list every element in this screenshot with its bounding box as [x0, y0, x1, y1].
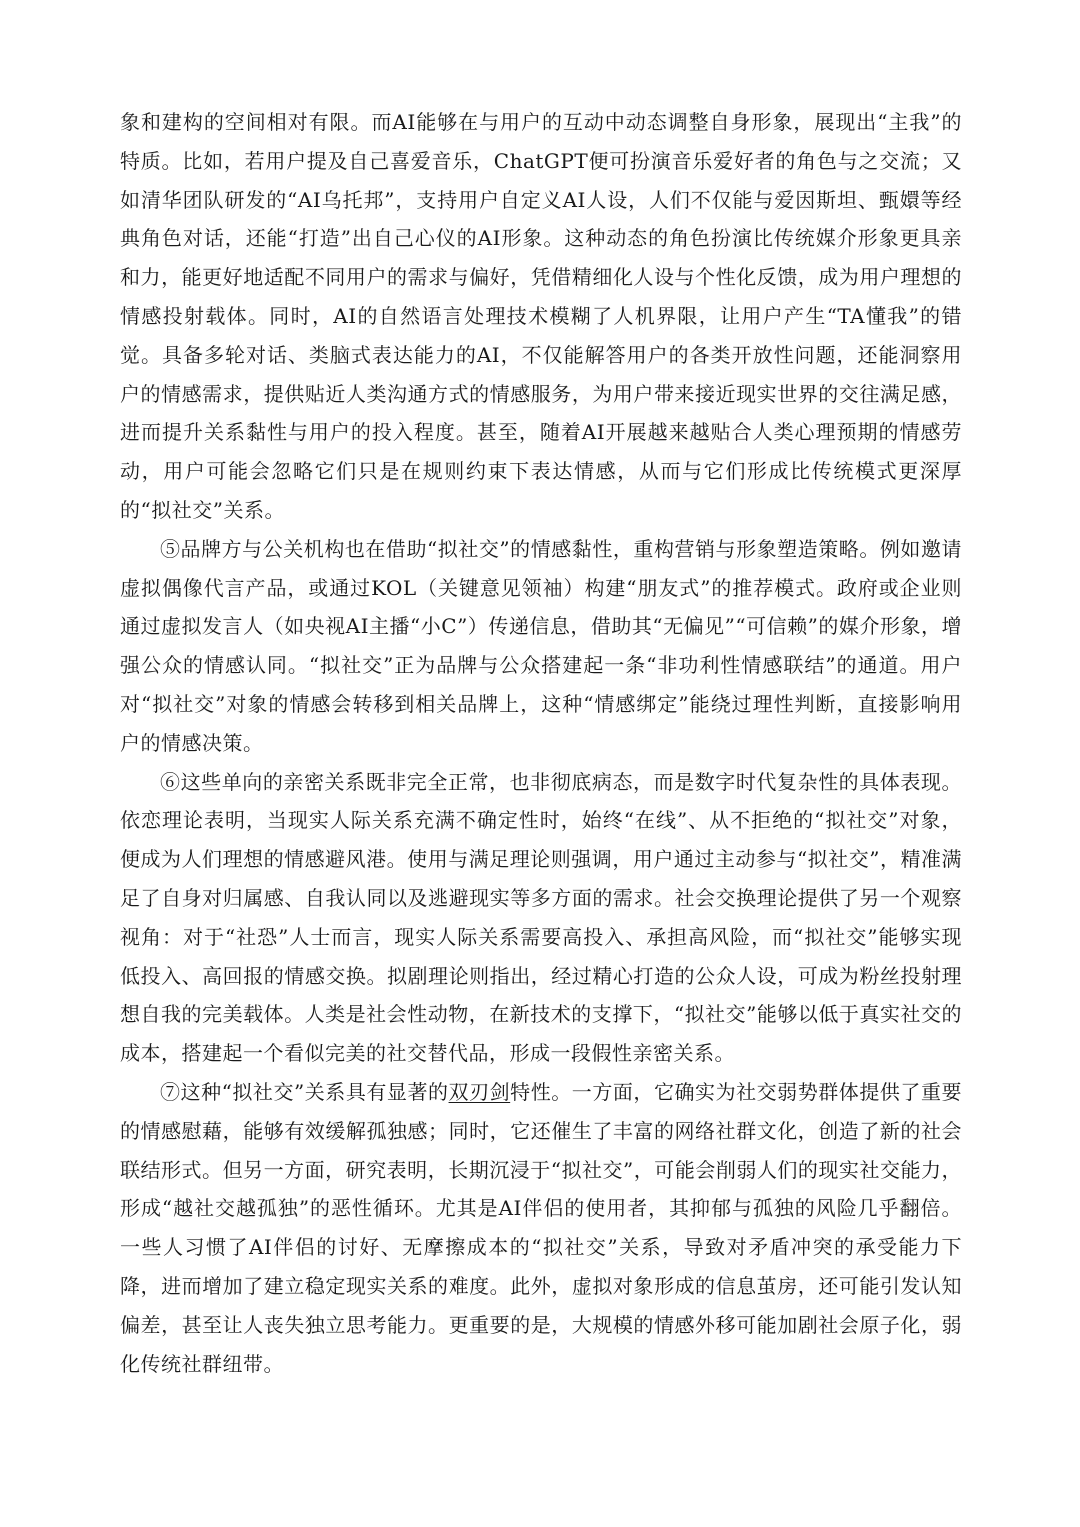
- paragraph-7: [120, 1073, 962, 1383]
- underlined-term: 双刃剑: [448, 1079, 511, 1104]
- paragraph-continued: 象和建构的空间相对有限。而AI能够在与用户的互动中动态调整自身形象，展现出“主我”的特质。比如，若用户提及自己喜爱音乐，ChatGPT便可扮演音乐爱好者的角色与之交流；又如清华团队研发的“AI乌托邦”，支持用户自定义AI人设，人们不仅能与爱因斯坦、甄嬛等经典角色对话，还能“打造”出自己心仪的AI形象。这种动态的角色扮演比传统媒介形象更具亲和力，能更好地适配不同用户的需求与偏好，凭借精细化人设与个性化反馈，成为用户理想的情感投射载体。同时，AI的自然语言处理技术模糊了人机界限，让用户产生“TA懂我”的错觉。具备多轮对话、类脑式表达能力的AI，不仅能解答用户的各类开放性问题，还能洞察用户的情感需求，提供贴近人类沟通方式的情感服务，为用户带来接近现实世界的交往满足感，进而提升关系黏性与用户的投入程度。甚至，随着AI开展越来越贴合人类心理预期的情感劳动，用户可能会忽略它们只是在规则约束下表达情感，从而与它们形成比传统模式更深厚的“拟社交”关系。: [120, 110, 962, 522]
- paragraph-6: ⑥这些单向的亲密关系既非完全正常，也非彻底病态，而是数字时代复杂性的具体表现。依恋理论表明，当现实人际关系充满不确定性时，始终“在线”、从不拒绝的“拟社交”对象，便成为人们理想的情感避风港。使用与满足理论则强调，用户通过主动参与“拟社交”，精准满足了自身对归属感、自我认同以及逃避现实等多方面的需求。社会交换理论提供了另一个观察视角：对于“社恐”人士而言，现实人际关系需要高投入、承担高风险，而“拟社交”能够实现低投入、高回报的情感交换。拟剧理论则指出，经过精心打造的公众人设，可成为粉丝投射理想自我的完美载体。人类是社会性动物，在新技术的支撑下，“拟社交”能够以低于真实社交的成本，搭建起一个看似完美的社交替代品，形成一段假性亲密关系。: [120, 769, 962, 1066]
- article-body: [120, 103, 962, 1383]
- paragraph-7-rest: 特性。一方面，它确实为社交弱势群体提供了重要的情感慰藉，能够有效缓解孤独感；同时，它还催生了丰富的网络社群文化，创造了新的社会联结形式。但另一方面，研究表明，长期沉浸于“拟社交”，可能会削弱人们的现实社交能力，形成“越社交越孤独”的恶性循环。尤其是AI伴侣的使用者，其抑郁与孤独的风险几乎翻倍。一些人习惯了AI伴侣的讨好、无摩擦成本的“拟社交”关系，导致对矛盾冲突的承受能力下降，进而增加了建立稳定现实关系的难度。此外，虚拟对象形成的信息茧房，还可能引发认知偏差，甚至让人丧失独立思考能力。更重要的是，大规模的情感外移可能加剧社会原子化，弱化传统社群纽带。: [120, 1079, 963, 1376]
- paragraph-5: ⑤品牌方与公关机构也在借助“拟社交”的情感黏性，重构营销与形象塑造策略。例如邀请虚拟偶像代言产品，或通过KOL（关键意见领袖）构建“朋友式”的推荐模式。政府或企业则通过虚拟发言人（如央视AI主播“小C”）传递信息，借助其“无偏见”“可信赖”的媒介形象，增强公众的情感认同。“拟社交”正为品牌与公众搭建起一条“非功利性情感联结”的通道。用户对“拟社交”对象的情感会转移到相关品牌上，这种“情感绑定”能绕过理性判断，直接影响用户的情感决策。: [120, 536, 962, 755]
- paragraph-7-lead: ⑦这种“拟社交”关系具有显著的: [160, 1079, 449, 1104]
